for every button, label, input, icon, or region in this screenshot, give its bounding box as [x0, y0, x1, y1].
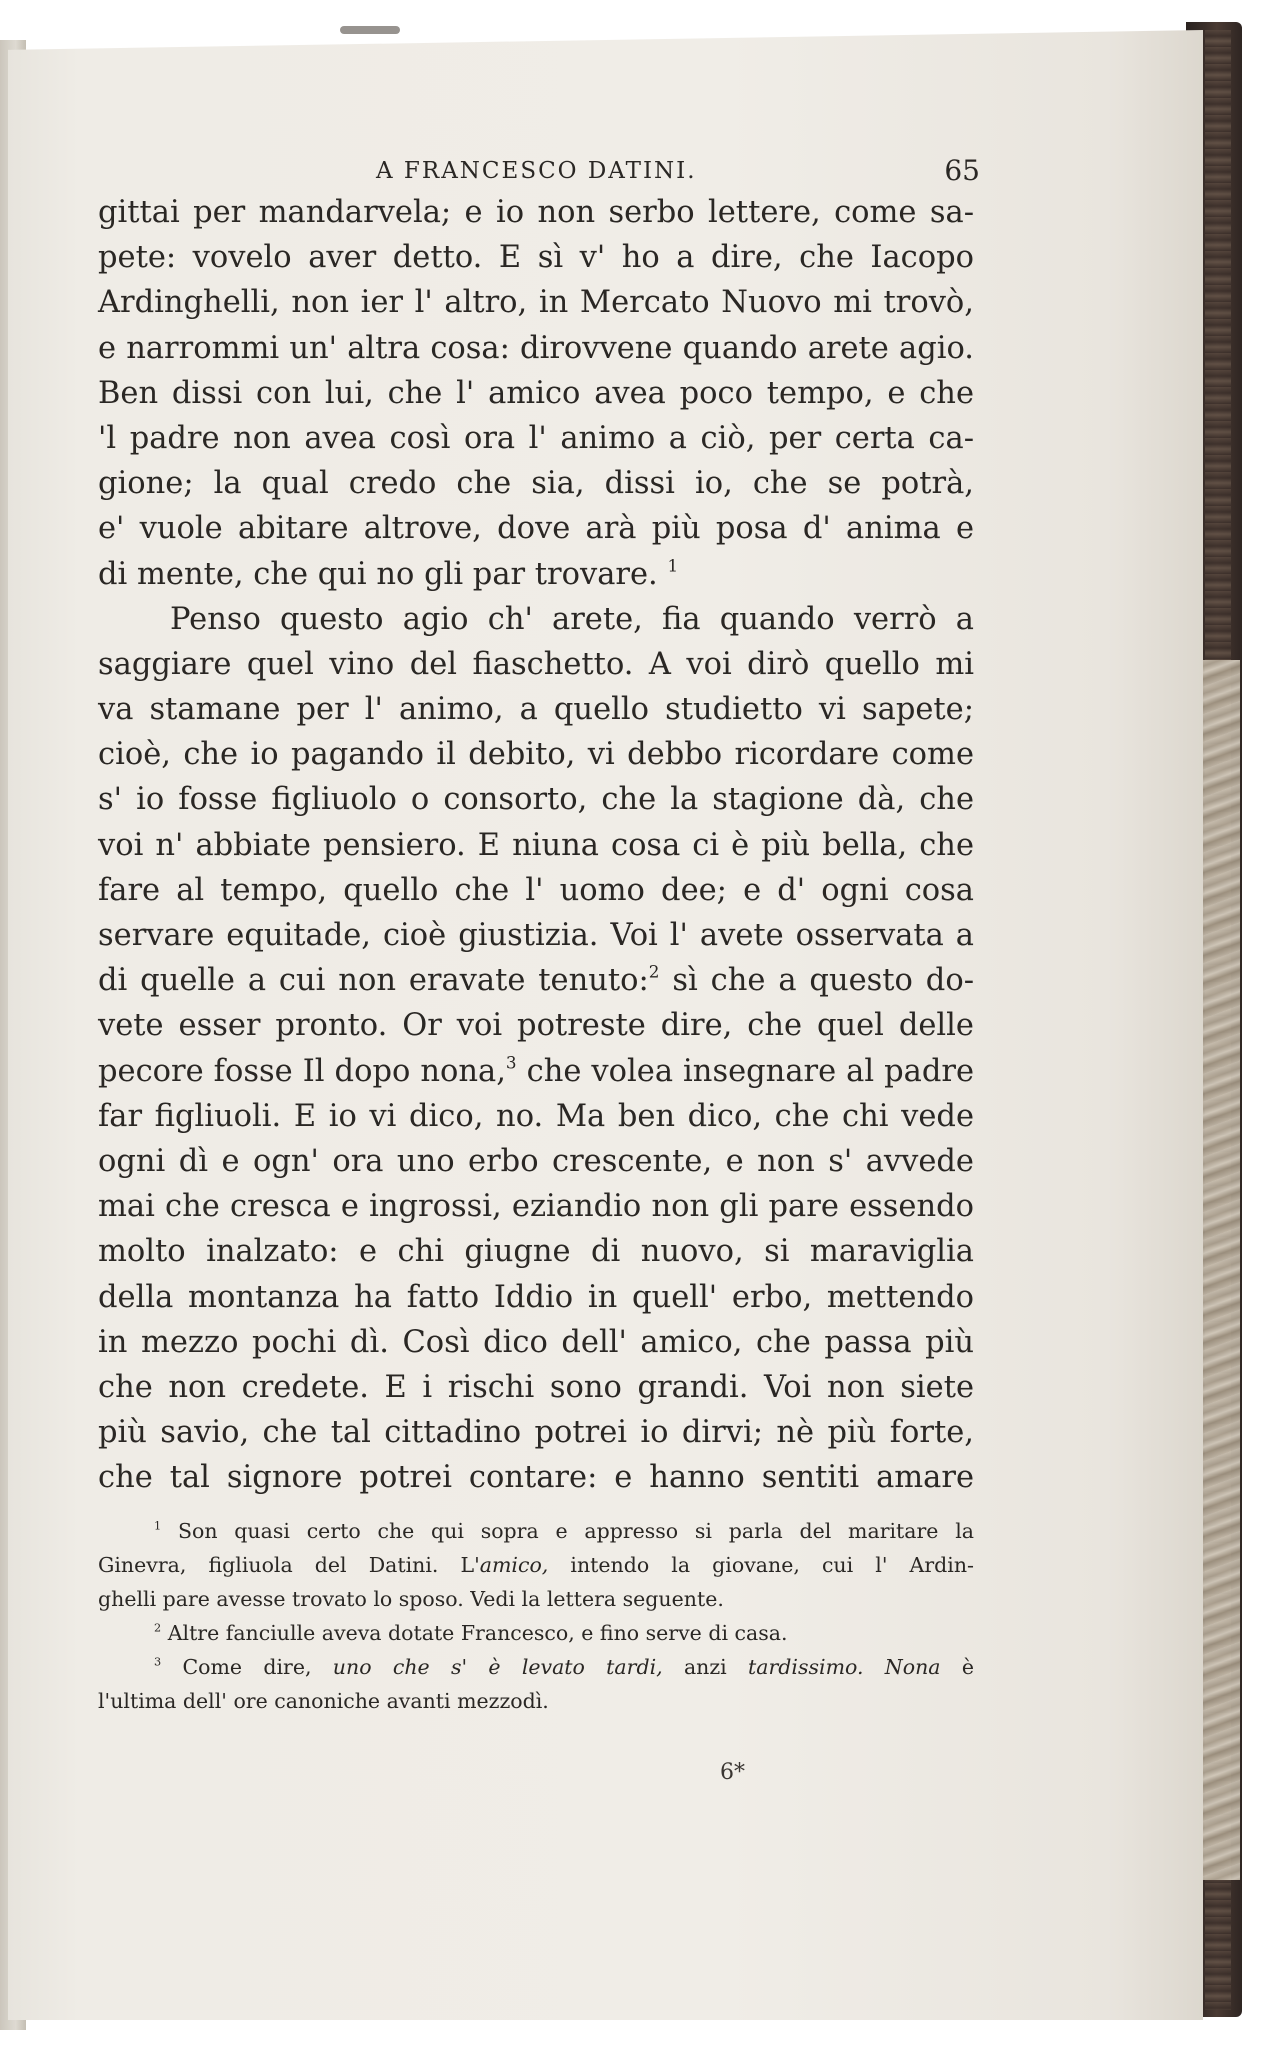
body-line: voi n' abbiate pensiero. E niuna cosa ci è più bella, che: [98, 827, 974, 863]
footnote-text: Ginevra, figliuola del Datini. L': [98, 1553, 480, 1578]
body-line: va stamane per l' animo, a quello studietto vi sapete;: [98, 692, 974, 728]
body-line: Ardinghelli, non ier l' altro, in Mercato Nuovo mi trovò,: [98, 285, 974, 321]
footnote-text: è: [961, 1655, 974, 1680]
running-head-title: A FRANCESCO DATINI.: [376, 158, 697, 184]
footnote-text: Altre fanciulle aveva dotate Francesco, e fino serve di casa.: [167, 1621, 788, 1646]
body-line: e narrommi un' altra cosa: dirovvene quando arete agio.: [98, 330, 974, 366]
body-line: ogni dì e ogn' ora uno erbo crescente, e non s' avvede: [98, 1143, 974, 1179]
body-line: [98, 552, 974, 597]
footnote-text: Come dire,: [182, 1655, 312, 1680]
footnote-mark: 3: [505, 1051, 517, 1072]
body-line: gittai per mandarvela; e io non serbo lettere, come sa-: [98, 195, 974, 230]
footnote-italic: uno che s' è levato tardi,: [332, 1655, 663, 1680]
body-line: far figliuoli. E io vi dico, no. Ma ben dico, che chi vede: [98, 1098, 974, 1134]
body-line-text: pecore fosse Il dopo nona,: [98, 1053, 506, 1089]
body-line: Penso questo agio ch' arete, fia quando verrò a: [170, 601, 974, 637]
page-tab: [340, 26, 400, 34]
body-line-text: di quelle a cui non eravate tenuto:: [98, 963, 649, 999]
signature-mark: 6*: [720, 1760, 745, 1785]
body-line: fare al tempo, quello che l' uomo dee; e d' ogni cosa: [98, 872, 974, 908]
running-head: [98, 142, 980, 190]
body-line: [98, 958, 974, 1003]
footnote-number: 2: [154, 1621, 162, 1635]
body-line: saggiare quel vino del fiaschetto. A voi dirò quello mi: [98, 646, 974, 682]
footnote-line: ghelli pare avesse trovato lo sposo. Vedi la lettera seguente.: [98, 1587, 724, 1612]
footnote-mark: 1: [667, 554, 679, 575]
body-line: più savio, che tal cittadino potrei io dirvi; nè più forte,: [98, 1415, 974, 1451]
footnote-italic: tardissimo. Nona: [748, 1655, 941, 1680]
footnotes: [98, 1514, 974, 1718]
footnote-line: [98, 1616, 974, 1650]
footnote-text: intendo la giovane, cui l' Ardin-: [570, 1553, 974, 1578]
footnote-number: 3: [154, 1655, 162, 1669]
body-line: che non credete. E i rischi sono grandi. Voi non siete: [98, 1369, 974, 1405]
marbled-board: [1200, 660, 1240, 1880]
body-line: [98, 1049, 974, 1094]
body-line: mai che cresca e ingrossi, eziandio non gli pare essendo: [98, 1189, 974, 1225]
footnote-mark: 2: [648, 961, 660, 982]
body-line: gione; la qual credo che sia, dissi io, che se potrà,: [98, 466, 974, 502]
body-line-text: sì che a questo do-: [672, 963, 974, 999]
body-line-text: di mente, che qui no gli par trovare.: [98, 556, 658, 592]
footnote-line: [98, 1548, 974, 1582]
footnote-text: anzi: [683, 1655, 727, 1680]
body-line: servare equitade, cioè giustizia. Voi l' avete osservata a: [98, 918, 974, 953]
body-line: s' io fosse figliuolo o consorto, che la stagione dà, che: [98, 782, 974, 818]
body-line-text: che volea insegnare al padre: [526, 1053, 974, 1089]
body-line: e' vuole abitare altrove, dove arà più posa d' anima e: [98, 511, 974, 547]
body-line: Ben dissi con lui, che l' amico avea poco tempo, e che: [98, 375, 974, 411]
body-line: vete esser pronto. Or voi potreste dire, che quel delle: [98, 1008, 974, 1044]
body-line: cioè, che io pagando il debito, vi debbo ricordare come: [98, 737, 974, 773]
body-line: 'l padre non avea così ora l' animo a ciò, per certa ca-: [98, 420, 974, 456]
footnote-number: 1: [154, 1519, 162, 1533]
page-text: [98, 142, 980, 1718]
footnote-line: l'ultima dell' ore canoniche avanti mezzodì.: [98, 1689, 549, 1714]
page-number: 65: [944, 154, 980, 187]
footnote-line: [98, 1650, 974, 1684]
body-line: molto inalzato: e chi giugne di nuovo, si maraviglia: [98, 1234, 974, 1270]
body-line: della montanza ha fatto Iddio in quell' erbo, mettendo: [98, 1279, 974, 1315]
body-line: pete: vovelo aver detto. E sì v' ho a dire, che Iacopo: [98, 240, 974, 276]
body-line: che tal signore potrei contare: e hanno sentiti amare: [98, 1460, 974, 1496]
footnote-text: Son quasi certo che qui sopra e appresso si parla del maritare la: [177, 1519, 974, 1544]
footnote-line: [98, 1514, 974, 1548]
body-text: [98, 190, 974, 1500]
body-line: in mezzo pochi dì. Così dico dell' amico, che passa più: [98, 1324, 974, 1360]
footnote-italic: amico,: [479, 1553, 549, 1578]
